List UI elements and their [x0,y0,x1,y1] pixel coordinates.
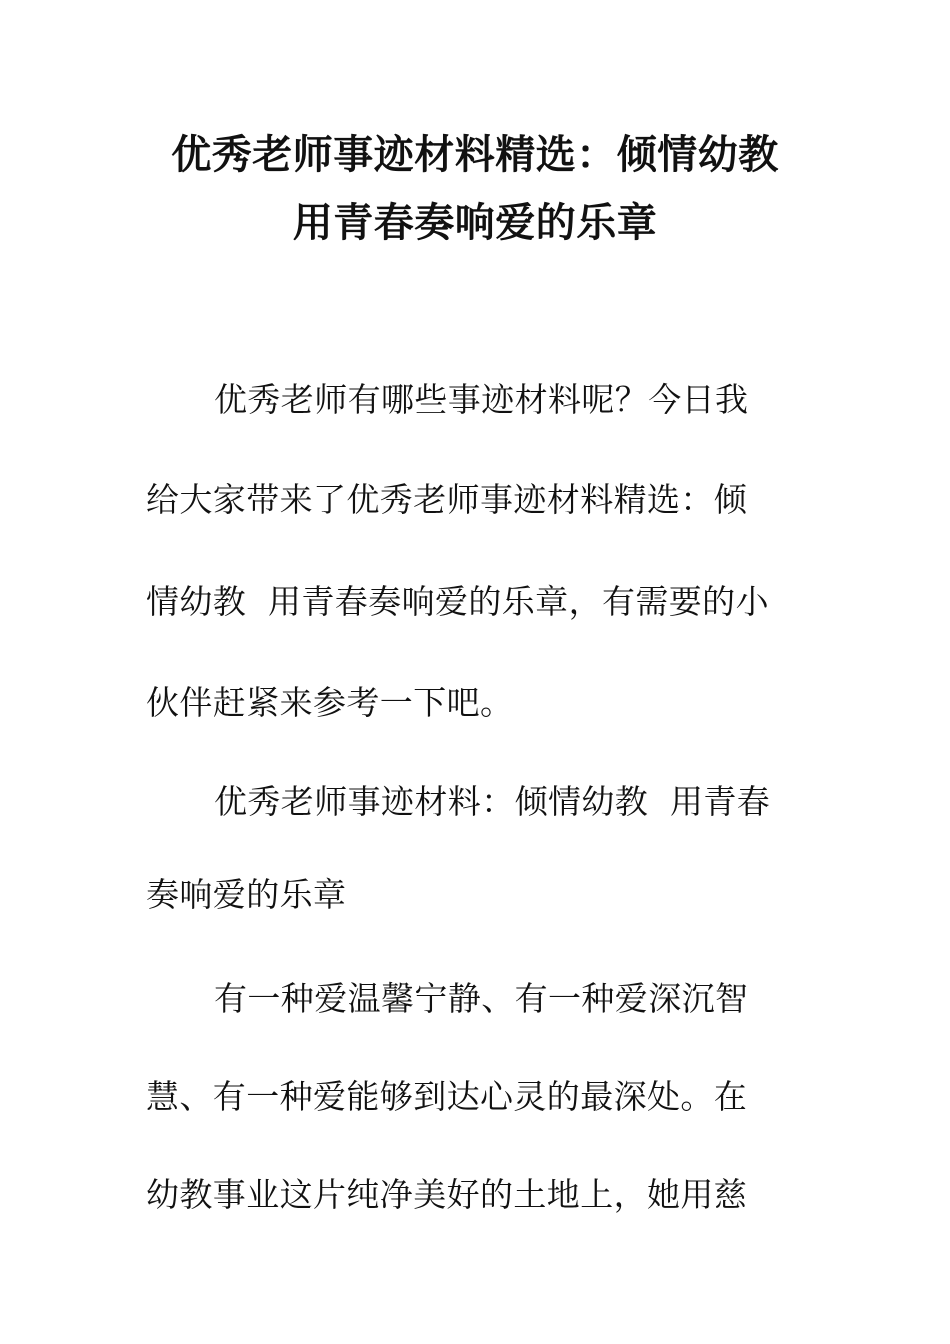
body-line-1: 优秀老师有哪些事迹材料呢？今日我 [214,380,749,419]
body-line-4: 伙伴赶紧来参考一下吧。 [146,683,514,722]
document-title-line-2: 用青春奏响爱的乐章 [292,199,658,246]
body-line-2: 给大家带来了优秀老师事迹材料精选：倾 [146,480,748,519]
body-line-6: 奏响爱的乐章 [146,875,347,914]
body-line-7: 有一种爱温馨宁静、有一种爱深沉智 [214,979,749,1018]
body-line-5: 优秀老师事迹材料：倾情幼教 用青春 [214,782,771,821]
body-line-3: 情幼教 用青春奏响爱的乐章，有需要的小 [146,582,769,621]
document-title-line-1: 优秀老师事迹材料精选：倾情幼教 [171,131,779,178]
body-line-9: 幼教事业这片纯净美好的土地上，她用慈 [146,1175,748,1214]
body-line-8: 慧、有一种爱能够到达心灵的最深处。在 [146,1077,748,1116]
